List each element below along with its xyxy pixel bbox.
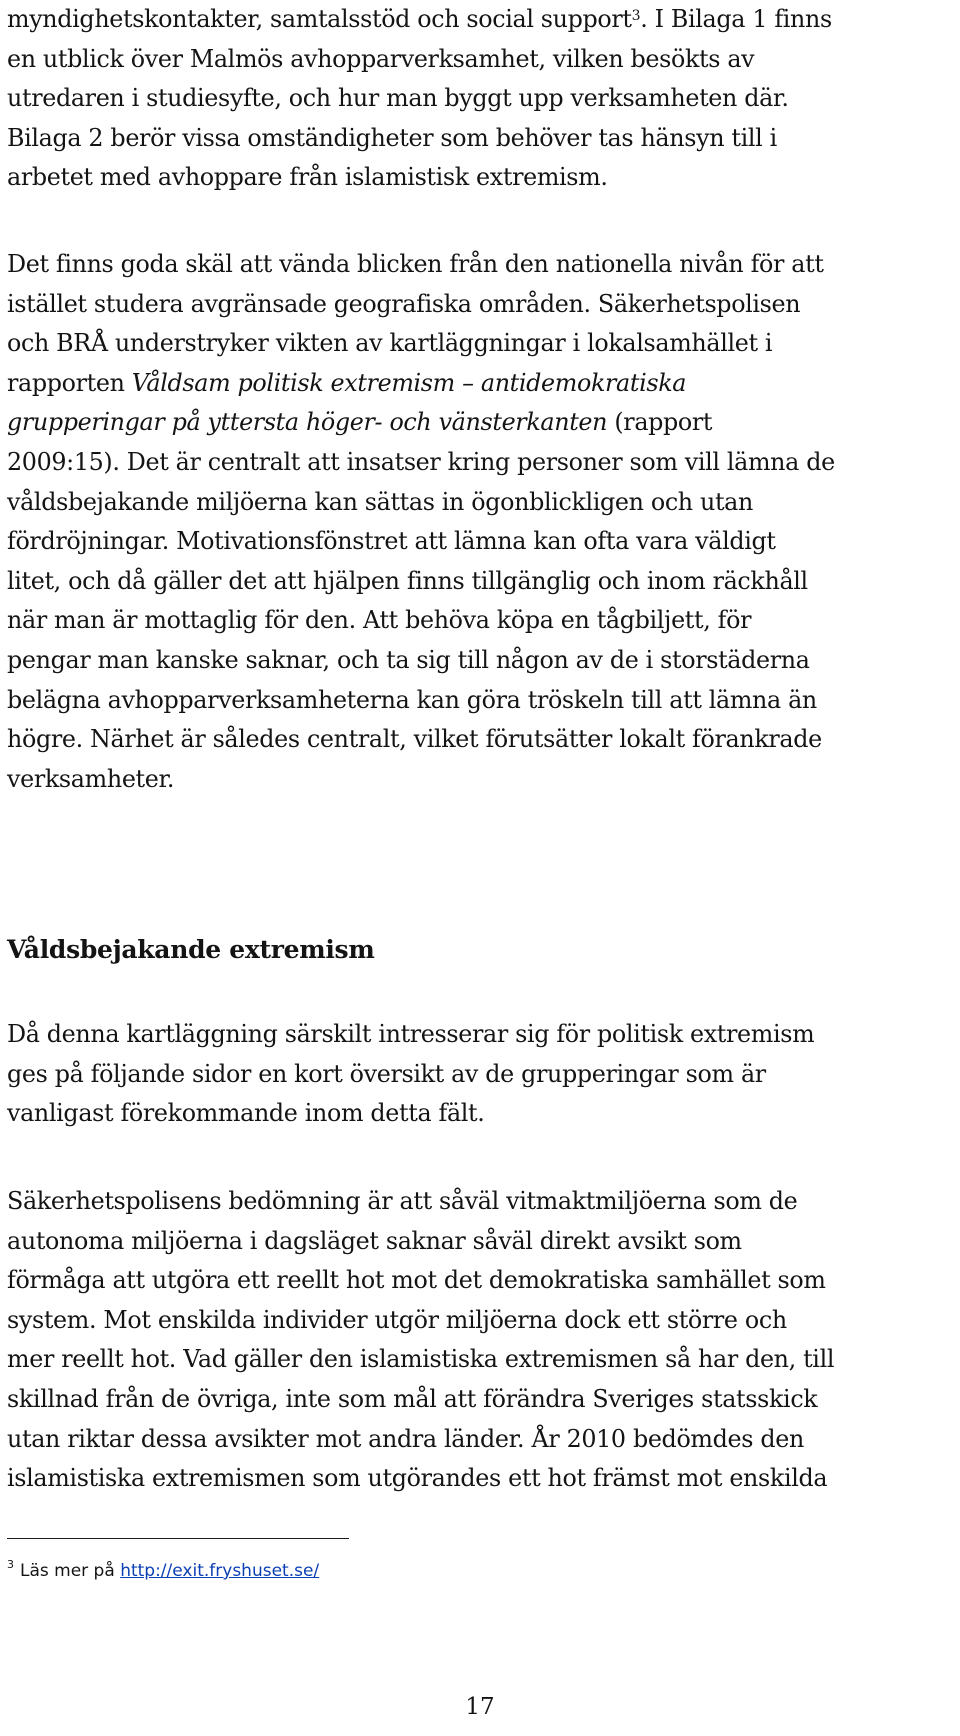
text-line: våldsbejakande miljöerna kan sättas in ögonblickligen och utan: [7, 487, 753, 516]
text-line: Säkerhetspolisens bedömning är att såväl vitmaktmiljöerna som de: [7, 1187, 798, 1215]
text-line: system. Mot enskilda individer utgör miljöerna dock ett större och: [7, 1305, 787, 1334]
text-line: Då denna kartläggning särskilt intresserar sig för politisk extremism: [7, 1020, 815, 1048]
text-segment: . I Bilaga 1 finns: [640, 5, 832, 33]
footnote-link[interactable]: http://exit.fryshuset.se/: [120, 1561, 320, 1581]
paragraph-threat-assessment: [7, 1182, 834, 1499]
text-line: [7, 403, 835, 443]
text-line: [7, 0, 832, 40]
text-segment: myndighetskontakter, samtalsstöd och social support: [7, 5, 632, 33]
text-line: ges på följande sidor en kort översikt av de grupperingar som är: [7, 1059, 766, 1088]
text-line: högre. Närhet är således centralt, vilket förutsätter lokalt förankrade: [7, 725, 822, 754]
text-line: när man är mottaglig för den. Att behöva köpa en tågbiljett, för: [7, 606, 752, 635]
footnote-separator: [7, 1538, 349, 1539]
text-line: pengar man kanske saknar, och ta sig till någon av de i storstäderna: [7, 645, 810, 674]
text-line: utredaren i studiesyfte, och hur man byggt upp verksamheten där.: [7, 84, 789, 113]
text-line: istället studera avgränsade geografiska områden. Säkerhetspolisen: [7, 289, 801, 318]
paragraph-intro-continuation: [7, 0, 832, 198]
section-heading: Våldsbejakande extremism: [7, 935, 375, 964]
text-line: och BRÅ understryker vikten av kartläggningar i lokalsamhället i: [7, 329, 773, 358]
text-line: [7, 364, 835, 404]
text-line: mer reellt hot. Vad gäller den islamistiska extremismen så har den, till: [7, 1345, 835, 1374]
report-title-italic: Våldsam politisk extremism – antidemokratiska: [131, 368, 687, 397]
text-line: vanligast förekommande inom detta fält.: [7, 1099, 485, 1128]
text-line: Bilaga 2 berör vissa omständigheter som behöver tas hänsyn till i: [7, 123, 777, 152]
text-segment: rapporten: [7, 368, 132, 397]
text-line: arbetet med avhoppare från islamistisk extremism.: [7, 163, 608, 192]
text-line: förmåga att utgöra ett reellt hot mot det demokratiska samhället som: [7, 1266, 826, 1295]
text-line: utan riktar dessa avsikter mot andra länder. År 2010 bedömdes den: [7, 1424, 804, 1453]
page-number: 17: [465, 1694, 495, 1720]
text-line: en utblick över Malmös avhopparverksamhet, vilken besökts av: [7, 44, 755, 73]
text-segment: (rapport: [607, 408, 713, 437]
text-line: verksamheter.: [7, 764, 175, 793]
text-line: autonoma miljöerna i dagsläget saknar såväl direkt avsikt som: [7, 1226, 742, 1255]
text-line: belägna avhopparverksamheterna kan göra tröskeln till att lämna än: [7, 685, 817, 714]
footnote-number: 3: [7, 1558, 14, 1571]
text-line: islamistiska extremismen som utgörandes ett hot främst mot enskilda: [7, 1464, 828, 1493]
text-line: fördröjningar. Motivationsfönstret att lämna kan ofta vara väldigt: [7, 527, 776, 556]
paragraph-local-focus: [7, 245, 835, 799]
footnote: [7, 1552, 319, 1584]
text-line: litet, och då gäller det att hjälpen finns tillgänglig och inom räckhåll: [7, 566, 808, 595]
report-title-italic: grupperingar på yttersta höger- och vänsterkanten: [7, 408, 608, 437]
text-line: 2009:15). Det är centralt att insatser kring personer som vill lämna de: [7, 447, 835, 476]
text-line: skillnad från de övriga, inte som mål att förändra Sveriges statsskick: [7, 1384, 818, 1413]
footnote-text: Läs mer på: [20, 1561, 121, 1581]
footnote-reference[interactable]: 3: [631, 8, 641, 24]
paragraph-section-intro: [7, 1015, 814, 1134]
text-line: Det finns goda skäl att vända blicken från den nationella nivån för att: [7, 250, 824, 278]
